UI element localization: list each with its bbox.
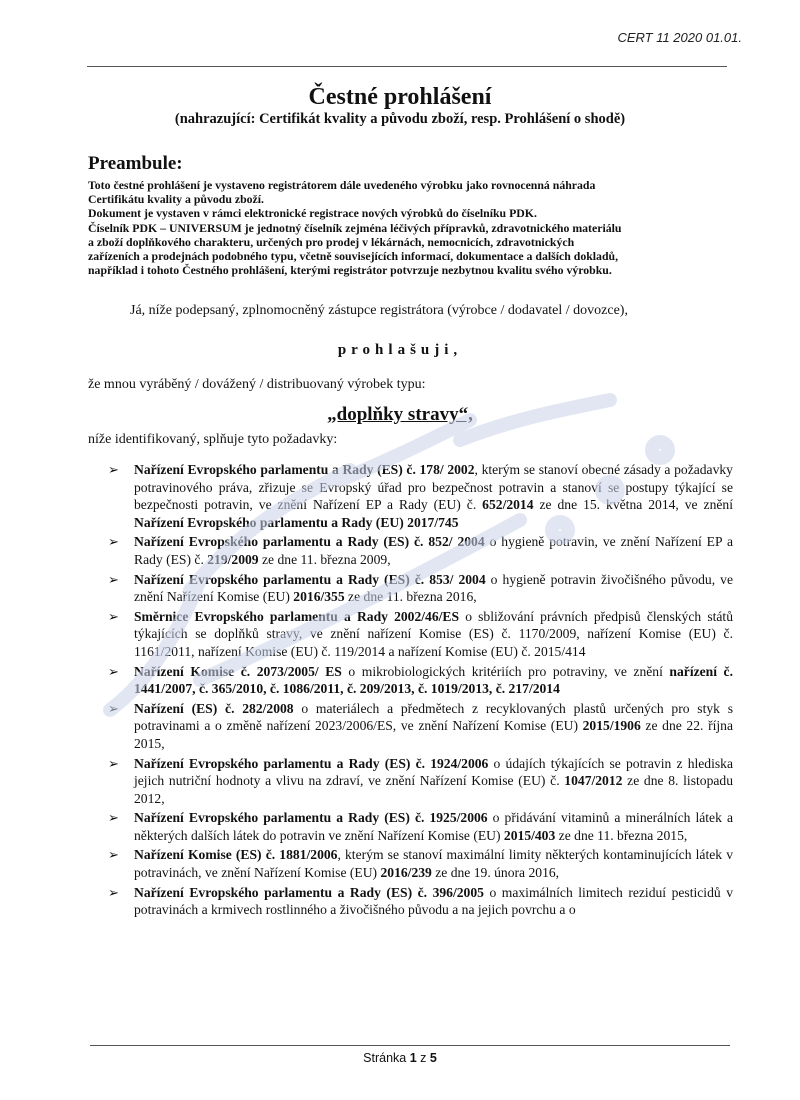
product-type-line: že mnou vyráběný / dovážený / distribuovaný výrobek typu:	[88, 377, 426, 392]
preamble-line: zařízeních a prodejnách podobného typu, včetně souvisejících informací, dokumentace a dalších dokladů,	[88, 249, 619, 264]
requirement-text: o údajích týkajících se potravin z hlediska jejich nutriční hodnoty a vlivu na zdraví, ve znění Nařízení Komise (EU) č.	[134, 755, 733, 789]
requirement-item	[108, 461, 733, 531]
requirement-text: o maximálních limitech reziduí pesticidů v potravinách a krmivech rostlinného a živočišného původu a na jejich povrchu a o	[134, 884, 733, 918]
requirement-item	[108, 608, 733, 661]
requirement-text: o materiálech a předmětech z recyklovaných plastů určených pro styk s potravinami a o změně nařízení 2023/2006/ES, ve znění Nařízení Komise (EU)	[134, 700, 734, 734]
regulation-reference: nařízení č. 1441/2007, č. 365/2010, č. 1086/2011, č. 209/2013, č. 1019/2013, č. 217/2014	[134, 663, 733, 697]
requirement-item	[108, 533, 733, 568]
regulation-reference: 2015/1906	[582, 718, 641, 734]
arrow-bullet-icon: ➢	[108, 534, 119, 550]
arrow-bullet-icon: ➢	[108, 571, 119, 587]
footer-divider	[90, 1045, 730, 1046]
requirement-item	[108, 663, 733, 698]
regulation-reference: 2016/355	[293, 589, 345, 605]
requirements-intro: níže identifikovaný, splňuje tyto požadavky:	[88, 432, 338, 447]
requirement-item	[108, 700, 733, 753]
requirement-text: , kterým se stanoví maximální limity některých kontaminujících látek v potravinách, ve znění Nařízení Komise (EU)	[134, 847, 734, 881]
regulation-reference: Nařízení Evropského parlamentu a Rady (ES) č. 1925/2006	[134, 810, 488, 826]
arrow-bullet-icon: ➢	[108, 462, 119, 477]
document-code: CERT 11 2020 01.01.	[617, 30, 742, 45]
requirement-item	[108, 846, 733, 881]
requirement-text: ze dne 11. března 2016,	[344, 589, 477, 605]
requirement-text: o hygieně potravin, ve znění Nařízení EP a Rady (ES) č.	[134, 534, 733, 567]
arrow-bullet-icon: ➢	[108, 810, 119, 826]
page-total: 5	[429, 1051, 437, 1065]
regulation-reference: Nařízení Evropského parlamentu a Rady (ES) č. 178/ 2002	[134, 462, 475, 477]
preamble-line: Číselník PDK – UNIVERSUM je jednotný číselník zejména léčivých přípravků, zdravotnického materiálu	[88, 220, 622, 235]
regulation-reference: 1047/2012	[564, 773, 623, 789]
preamble-text	[88, 178, 728, 277]
requirement-text: ze dne 22. října 2015,	[134, 718, 733, 751]
regulation-reference: Nařízení Evropského parlamentu a Rady (ES) č. 852/ 2004	[134, 534, 485, 550]
declaration-verb: prohlašuji,	[337, 342, 463, 358]
preamble-line: například i tohoto Čestného prohlášení, kterými registrátor potvrzuje nezbytnou kvalitu svého výrobku.	[88, 263, 612, 278]
regulation-reference: Nařízení Evropského parlamentu a Rady (EU) 2017/745	[134, 514, 459, 530]
requirement-item	[108, 884, 733, 919]
requirement-item	[108, 809, 733, 844]
regulation-reference: 2015/403	[503, 827, 556, 843]
regulation-reference: Nařízení Evropského parlamentu a Rady (ES) č. 1924/2006	[134, 755, 489, 771]
page-footer	[0, 1051, 800, 1065]
regulation-reference: 2016/239	[380, 865, 432, 881]
requirement-text: ze dne 15. května 2014, ve znění	[533, 497, 733, 513]
arrow-bullet-icon: ➢	[108, 700, 119, 716]
preamble-line: a zboží doplňkového charakteru, určených pro prodej v lékárnách, nemocnicích, zdravotnických	[88, 234, 575, 249]
arrow-bullet-icon: ➢	[108, 755, 119, 771]
regulation-reference: Nařízení Evropského parlamentu a Rady (ES) č. 853/ 2004	[134, 571, 486, 587]
regulation-reference: Nařízení Komise č. 2073/2005/ ES	[134, 663, 342, 679]
document-subtitle: (nahrazující: Certifikát kvality a původu zboží, resp. Prohlášení o shodě)	[174, 111, 626, 127]
preamble-line: Certifikátu kvality a původu zboží.	[88, 192, 264, 207]
arrow-bullet-icon: ➢	[108, 663, 119, 679]
requirement-text: o sbližování právních předpisů členských států týkajících se doplňků stravy, ve znění nařízení Komise (ES) č. 1170/2009, nařízení Komise (EU) č. 1161/2011, nařízení Komise (EU) č. 119/2014 a nařízení Komise (EU) č. 2015/414	[134, 608, 734, 659]
preamble-line: Toto čestné prohlášení je vystaveno registrátorem dále uvedeného výrobku jako rovnocenná náhrada	[88, 178, 596, 192]
page-label: Stránka	[363, 1051, 410, 1065]
regulation-reference: Nařízení Evropského parlamentu a Rady (ES) č. 396/2005	[134, 884, 484, 900]
requirement-text: o hygieně potravin živočišného původu, ve znění Nařízení Komise (EU)	[134, 571, 733, 605]
page-number: 1	[409, 1051, 417, 1065]
requirement-text: ze dne 11. března 2009,	[258, 551, 391, 567]
arrow-bullet-icon: ➢	[108, 847, 119, 863]
regulation-reference: Nařízení (ES) č. 282/2008	[134, 700, 294, 716]
preamble-heading: Preambule:	[88, 153, 183, 174]
product-type: „doplňky stravy“,	[327, 404, 473, 425]
arrow-bullet-icon: ➢	[108, 884, 119, 900]
requirement-text: o mikrobiologických kritériích pro potraviny, ve znění	[341, 663, 670, 679]
preamble-line: Dokument je vystaven v rámci elektronické registrace nových výrobků do číselníku PDK.	[88, 206, 537, 221]
requirement-text: ze dne 8. listopadu 2012,	[134, 773, 733, 806]
document-title: Čestné prohlášení	[308, 84, 492, 110]
requirement-item	[108, 571, 733, 606]
requirement-item	[108, 755, 733, 808]
page-separator: z	[416, 1051, 430, 1065]
regulation-reference: Nařízení Komise (ES) č. 1881/2006	[134, 847, 338, 863]
requirement-text: ze dne 11. března 2015,	[555, 827, 688, 843]
arrow-bullet-icon: ➢	[108, 608, 119, 624]
requirement-text: , kterým se stanoví obecné zásady a požadavky potravinového práva, zřizuje se Evropský úřad pro bezpečnost potravin a stanoví se postupy týkající se bezpečnosti potravin, ve znění Nařízení EP a Rady (EU) č.	[134, 462, 733, 513]
regulation-reference: 219/2009	[207, 551, 259, 567]
header-divider	[87, 66, 727, 67]
requirements-list	[108, 461, 733, 921]
requirement-text: o přidávání vitaminů a minerálních látek a některých dalších látek do potravin ve znění Nařízení Komise (EU)	[134, 810, 733, 843]
requirement-text: ze dne 19. února 2016,	[431, 865, 560, 881]
regulation-reference: Směrnice Evropského parlamentu a Rady 2002/46/ES	[134, 608, 460, 624]
regulation-reference: 652/2014	[482, 497, 534, 513]
declarant-intro: Já, níže podepsaný, zplnomocněný zástupce registrátora (výrobce / dodavatel / dovozce),	[130, 303, 628, 318]
